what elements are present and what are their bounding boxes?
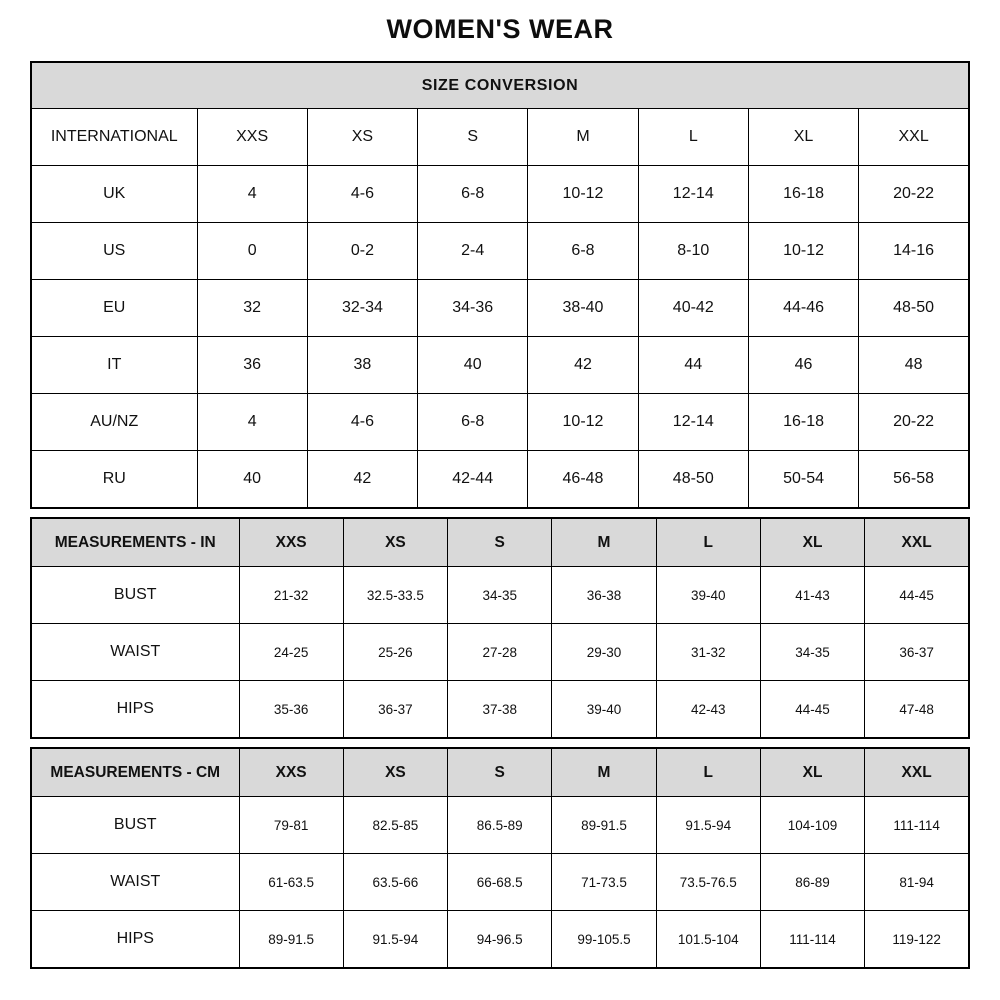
table-row [31, 797, 969, 854]
value-cell: 39-40 [656, 567, 760, 624]
value-cell: 47-48 [865, 681, 969, 739]
value-cell: 4-6 [307, 166, 417, 223]
value-cell: 101.5-104 [656, 911, 760, 969]
value-cell: 10-12 [748, 223, 858, 280]
value-cell: 82.5-85 [343, 797, 447, 854]
header-size-cell: XS [307, 109, 417, 166]
header-size-cell: XXL [859, 109, 969, 166]
table-row [31, 280, 969, 337]
header-size-cell: XS [343, 518, 447, 567]
header-size-cell: S [448, 748, 552, 797]
table-row [31, 681, 969, 739]
header-row [31, 748, 969, 797]
value-cell: 34-35 [760, 624, 864, 681]
value-cell: 0 [197, 223, 307, 280]
value-cell: 21-32 [239, 567, 343, 624]
header-size-cell: S [418, 109, 528, 166]
value-cell: 66-68.5 [448, 854, 552, 911]
value-cell: 31-32 [656, 624, 760, 681]
table-row [31, 394, 969, 451]
table-row [31, 451, 969, 509]
value-cell: 10-12 [528, 394, 638, 451]
value-cell: 4 [197, 166, 307, 223]
value-cell: 44 [638, 337, 748, 394]
value-cell: 34-36 [418, 280, 528, 337]
header-label-cell: MEASUREMENTS - CM [31, 748, 239, 797]
value-cell: 46-48 [528, 451, 638, 509]
header-size-cell: XXL [865, 748, 969, 797]
value-cell: 89-91.5 [239, 911, 343, 969]
value-cell: 2-4 [418, 223, 528, 280]
value-cell: 6-8 [528, 223, 638, 280]
header-row [31, 518, 969, 567]
value-cell: 86-89 [760, 854, 864, 911]
header-label-cell: INTERNATIONAL [31, 109, 197, 166]
header-size-cell: M [552, 748, 656, 797]
row-label-cell: US [31, 223, 197, 280]
measurements-cm-body [31, 748, 969, 968]
value-cell: 32 [197, 280, 307, 337]
header-size-cell: L [638, 109, 748, 166]
value-cell: 99-105.5 [552, 911, 656, 969]
measurements-in-table [30, 517, 970, 739]
value-cell: 56-58 [859, 451, 969, 509]
header-size-cell: XL [760, 518, 864, 567]
value-cell: 27-28 [448, 624, 552, 681]
value-cell: 25-26 [343, 624, 447, 681]
value-cell: 12-14 [638, 166, 748, 223]
row-label-cell: IT [31, 337, 197, 394]
row-label-cell: BUST [31, 567, 239, 624]
value-cell: 89-91.5 [552, 797, 656, 854]
header-size-cell: XXS [239, 518, 343, 567]
value-cell: 6-8 [418, 394, 528, 451]
header-size-cell: XXS [197, 109, 307, 166]
value-cell: 14-16 [859, 223, 969, 280]
value-cell: 48 [859, 337, 969, 394]
value-cell: 20-22 [859, 166, 969, 223]
value-cell: 4 [197, 394, 307, 451]
header-label-cell: MEASUREMENTS - IN [31, 518, 239, 567]
header-size-cell: L [656, 748, 760, 797]
header-size-cell: XL [748, 109, 858, 166]
value-cell: 73.5-76.5 [656, 854, 760, 911]
header-size-cell: M [528, 109, 638, 166]
row-label-cell: EU [31, 280, 197, 337]
header-row [31, 109, 969, 166]
value-cell: 8-10 [638, 223, 748, 280]
value-cell: 32.5-33.5 [343, 567, 447, 624]
value-cell: 32-34 [307, 280, 417, 337]
row-label-cell: WAIST [31, 854, 239, 911]
table-row [31, 567, 969, 624]
value-cell: 46 [748, 337, 858, 394]
table-row [31, 854, 969, 911]
value-cell: 29-30 [552, 624, 656, 681]
row-label-cell: WAIST [31, 624, 239, 681]
value-cell: 34-35 [448, 567, 552, 624]
value-cell: 24-25 [239, 624, 343, 681]
value-cell: 44-45 [865, 567, 969, 624]
value-cell: 37-38 [448, 681, 552, 739]
value-cell: 16-18 [748, 394, 858, 451]
header-size-cell: XS [343, 748, 447, 797]
row-label-cell: RU [31, 451, 197, 509]
value-cell: 63.5-66 [343, 854, 447, 911]
size-conversion-body [31, 62, 969, 508]
value-cell: 12-14 [638, 394, 748, 451]
value-cell: 111-114 [865, 797, 969, 854]
value-cell: 42 [307, 451, 417, 509]
value-cell: 36-38 [552, 567, 656, 624]
value-cell: 40-42 [638, 280, 748, 337]
value-cell: 79-81 [239, 797, 343, 854]
value-cell: 42-44 [418, 451, 528, 509]
value-cell: 6-8 [418, 166, 528, 223]
value-cell: 44-45 [760, 681, 864, 739]
value-cell: 104-109 [760, 797, 864, 854]
row-label-cell: BUST [31, 797, 239, 854]
value-cell: 50-54 [748, 451, 858, 509]
header-size-cell: M [552, 518, 656, 567]
value-cell: 40 [418, 337, 528, 394]
value-cell: 111-114 [760, 911, 864, 969]
table-row [31, 337, 969, 394]
value-cell: 35-36 [239, 681, 343, 739]
value-cell: 48-50 [638, 451, 748, 509]
value-cell: 4-6 [307, 394, 417, 451]
value-cell: 71-73.5 [552, 854, 656, 911]
value-cell: 16-18 [748, 166, 858, 223]
value-cell: 61-63.5 [239, 854, 343, 911]
table-row [31, 624, 969, 681]
measurements-in-body [31, 518, 969, 738]
value-cell: 42 [528, 337, 638, 394]
row-label-cell: HIPS [31, 681, 239, 739]
header-size-cell: S [448, 518, 552, 567]
row-label-cell: AU/NZ [31, 394, 197, 451]
value-cell: 38-40 [528, 280, 638, 337]
value-cell: 44-46 [748, 280, 858, 337]
header-size-cell: XXS [239, 748, 343, 797]
value-cell: 10-12 [528, 166, 638, 223]
table-row [31, 166, 969, 223]
value-cell: 91.5-94 [656, 797, 760, 854]
value-cell: 119-122 [865, 911, 969, 969]
row-label-cell: UK [31, 166, 197, 223]
value-cell: 36-37 [343, 681, 447, 739]
value-cell: 36-37 [865, 624, 969, 681]
row-label-cell: HIPS [31, 911, 239, 969]
value-cell: 86.5-89 [448, 797, 552, 854]
value-cell: 41-43 [760, 567, 864, 624]
size-conversion-table [30, 61, 970, 509]
header-size-cell: L [656, 518, 760, 567]
table-row [31, 223, 969, 280]
value-cell: 20-22 [859, 394, 969, 451]
header-size-cell: XXL [865, 518, 969, 567]
value-cell: 91.5-94 [343, 911, 447, 969]
size-conversion-banner: SIZE CONVERSION [31, 62, 969, 109]
value-cell: 40 [197, 451, 307, 509]
banner-row [31, 62, 969, 109]
measurements-cm-table [30, 747, 970, 969]
value-cell: 94-96.5 [448, 911, 552, 969]
value-cell: 42-43 [656, 681, 760, 739]
table-row [31, 911, 969, 969]
value-cell: 39-40 [552, 681, 656, 739]
header-size-cell: XL [760, 748, 864, 797]
value-cell: 0-2 [307, 223, 417, 280]
value-cell: 48-50 [859, 280, 969, 337]
page-title: WOMEN'S WEAR [386, 14, 614, 44]
value-cell: 81-94 [865, 854, 969, 911]
value-cell: 36 [197, 337, 307, 394]
value-cell: 38 [307, 337, 417, 394]
